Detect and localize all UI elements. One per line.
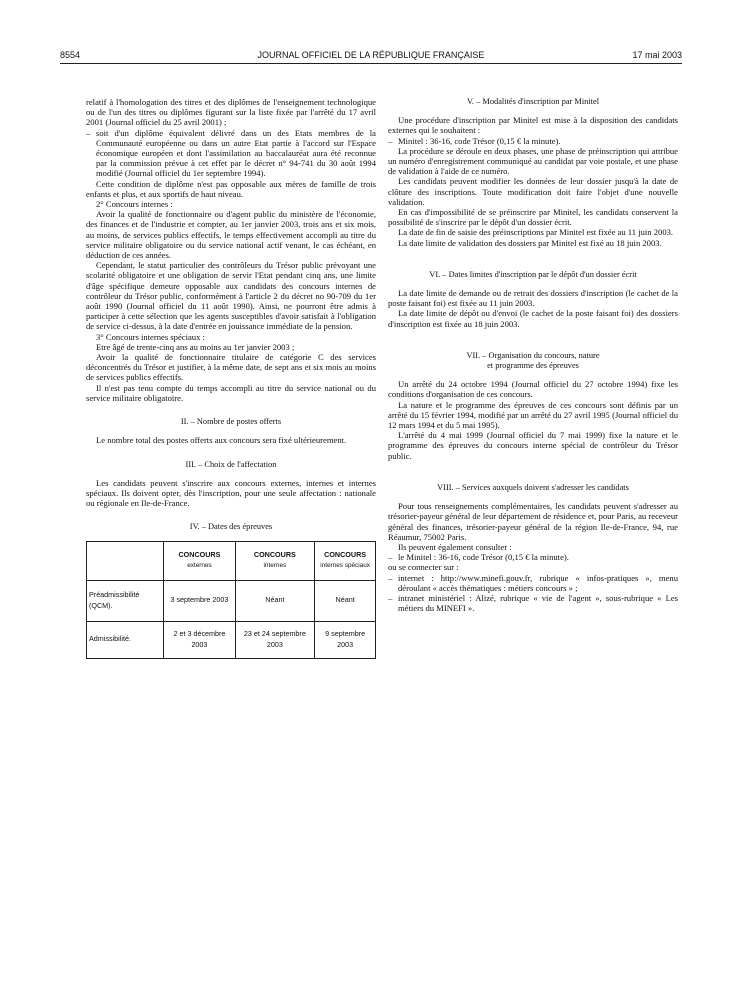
issue-date: 17 mai 2003 (632, 50, 682, 60)
continued-paragraph: relatif à l'homologation des titres et des diplômes de l'enseignement technologique ou de l'un des titres ou diplômes figurant sur la liste fixée par l'arrêté du 17 avril 2001 (Journal officiel du 25 avril 2001) ; (86, 97, 376, 128)
paragraph: Pour tous renseignements complémentaires, les candidats peuvent s'adresser au trésorier-payeur général de leur département de résidence et, pour Paris, au receveur général des finances, trésorier-payeur général de la région Ile-de-France, 94, rue Réaumur, 75002 Paris. (388, 501, 678, 542)
section-heading: VIII. – Services auxquels doivent s'adresser les candidats (437, 482, 629, 492)
table-header-cell: CONCOURS externes (164, 541, 235, 580)
paragraph: La date limite de validation des dossiers par Minitel est fixé au 18 juin 2003. (398, 237, 662, 248)
paragraph: La nature et le programme des épreuves de ces concours sont définis par un arrêté du 15 février 1994, modifié par un arrêté du 27 avril 1995 (Journal officiel du 12 mars 1994 et du 5 mai 1995). (388, 399, 678, 431)
table-header-cell: CONCOURS internes spéciaux (315, 541, 376, 580)
paragraph: En cas d'impossibilité de se préinscrire par Minitel, les candidats conservent la possibilité de s'inscrire par le dépôt d'un dossier écrit. (388, 207, 678, 228)
table-row (87, 580, 376, 621)
list-item: – Minitel : 36-16, code Trésor (0,15 € la minute). (388, 136, 678, 146)
paragraph: 2° Concours internes : (96, 199, 173, 210)
table-cell: 23 et 24 septembre 2003 (235, 621, 315, 658)
paragraph: Cette condition de diplôme n'est pas opposable aux mères de famille de trois enfants et plus, et aux sportifs de haut niveau. (86, 178, 376, 199)
section-heading: V. – Modalités d'inscription par Minitel (466, 97, 600, 106)
table-cell: 3 septembre 2003 (164, 580, 235, 621)
paragraph: La procédure se déroule en deux phases, une phase de préinscription qui attribue un numéro d'enregistrement communiqué au candidat par voie postale, et une phase de validation à l'aide de ce numéro. (388, 145, 678, 177)
paragraph: Cependant, le statut particulier des contrôleurs du Trésor public prévoyant une scolarité obligatoire et une obligation de servir l'Etat pendant cinq ans, une limite d'âge spécifique demeure opposable aux candidats des concours internes de contrôleur du Trésor public, conformément à l'article 2 du décret no 90-709 du 1er août 1990 (Journal officiel du 11 août 1990). Ainsi, ne pourront être admis à participer à cette sélection que les agents susceptibles d'avoir satisfait à l'obligation de service ci-dessus, à la date d'entrée en jouissance immédiate de la pension. (86, 260, 376, 332)
section-heading-line2: et programme des épreuves (487, 361, 579, 371)
section-heading: II. – Nombre de postes offerts (180, 417, 282, 427)
table-cell: 2 et 3 décembre 2003 (164, 621, 235, 658)
journal-title: JOURNAL OFFICIEL DE LA RÉPUBLIQUE FRANÇAISE (257, 50, 485, 60)
paragraph: Avoir la qualité de fonctionnaire titulaire de catégorie C des services déconcentrés du Trésor et justifier, à la même date, de sept ans et six mois au moins de services publics effectifs. (86, 352, 376, 383)
table-cell: Néant (235, 580, 315, 621)
paragraph: Les candidats peuvent s'inscrire aux concours externes, internes et internes spéciaux. Ils doivent opter, dès l'inscription, pour une seule affectation : nationale ou régionale en Ile-de-France. (86, 477, 376, 509)
table-header-cell: CONCOURS internes (235, 541, 315, 580)
paragraph: L'arrêté du 4 mai 1999 (Journal officiel du 7 mai 1999) fixe la nature et le programme des épreuves du concours interne spécial de contrôleur du Trésor public. (388, 430, 678, 461)
paragraph: La date de fin de saisie des préinscriptions par Minitel est fixée au 11 juin 2003. (398, 227, 674, 238)
table-cell: Néant (315, 580, 376, 621)
paragraph: Etre âgé de trente-cinq ans au moins au 1er janvier 2003 ; (96, 341, 295, 352)
table-cell: Admissibilité. (87, 621, 164, 658)
section-heading: III. – Choix de l'affectation (185, 459, 277, 469)
page-header (60, 50, 682, 64)
paragraph: Avoir la qualité de fonctionnaire ou d'agent public du ministère de l'économie, des finances et de l'industrie et compter, au 1er janvier 2003, trois ans et six mois, au moins, de services publics effectifs, le temps effectivement accompli au titre du service militaire obligatoire ou du service national actif venant, le cas échéant, en déduction de ces années. (86, 209, 376, 261)
table-header-row (87, 541, 376, 580)
paragraph: La date limite de demande ou de retrait des dossiers d'inscription (le cachet de la poste faisant foi) est fixée au 11 juin 2003. (388, 288, 678, 309)
paragraph: Ils peuvent également consulter : (398, 541, 512, 552)
section-heading: VII. – Organisation du concours, nature (466, 350, 600, 360)
table-row (87, 621, 376, 658)
paragraph: ou se connecter sur : (388, 562, 459, 573)
list-item: – intranet ministériel : Alizé, rubrique « vie de l'agent », sous-rubrique « Les métiers du MINEFI ». (388, 593, 678, 613)
minitel-list (388, 136, 678, 146)
paragraph: Les candidats peuvent modifier les données de leur dossier jusqu'à la date de clôture des inscriptions. Toute modification doit faire l'objet d'une nouvelle validation. (388, 176, 678, 207)
paragraph: La date limite de dépôt ou d'envoi (le cachet de la poste faisant foi) des dossiers d'inscription est fixée au 18 juin 2003. (388, 308, 678, 329)
paragraph: Un arrêté du 24 octobre 1994 (Journal officiel du 27 octobre 1994) fixe les conditions d'organisation de ces concours. (388, 379, 678, 400)
paragraph: Une procédure d'inscription par Minitel est mise à la disposition des candidats externes qui le souhaitent : (388, 115, 678, 136)
section-heading: VI. – Dates limites d'inscription par le dépôt d'un dossier écrit (429, 269, 637, 279)
section-heading: IV. – Dates des épreuves (189, 522, 273, 532)
diploma-list (86, 128, 376, 179)
paragraph: Il n'est pas tenu compte du temps accompli au titre du service national ou du service militaire obligatoire. (86, 382, 376, 403)
paragraph: Le nombre total des postes offerts aux concours sera fixé ultérieurement. (96, 435, 347, 446)
connect-list (388, 573, 678, 614)
paragraph: 3° Concours internes spéciaux : (96, 331, 205, 342)
list-item: – soit d'un diplôme équivalent délivré dans un des Etats membres de la Communauté européenne ou dans un autre Etat partie à l'accord sur l'Espace économique européen et dont l'assimilation au baccalauréat aura été reconnue par la commission prévue à cet effet par le décret n° 94-741 du 30 août 1994 modifié (Journal officiel du 1er septembre 1994). (86, 128, 376, 179)
table-corner-cell (87, 541, 164, 580)
page-number: 8554 (60, 50, 81, 60)
exam-dates-table (86, 541, 376, 659)
header-rule (60, 63, 682, 64)
right-column (388, 97, 678, 613)
table-cell: Préadmissibilité (QCM). (87, 580, 164, 621)
list-item: – internet : http://www.minefi.gouv.fr, rubrique « infos-pratiques », menu déroulant « accès thématiques : métiers concours » ; (388, 573, 678, 593)
left-column (86, 97, 376, 659)
table-cell: 9 septembre 2003 (315, 621, 376, 658)
consult-list (388, 552, 678, 562)
list-item: – le Minitel : 36-16, code Trésor (0,15 € la minute). (388, 552, 678, 562)
